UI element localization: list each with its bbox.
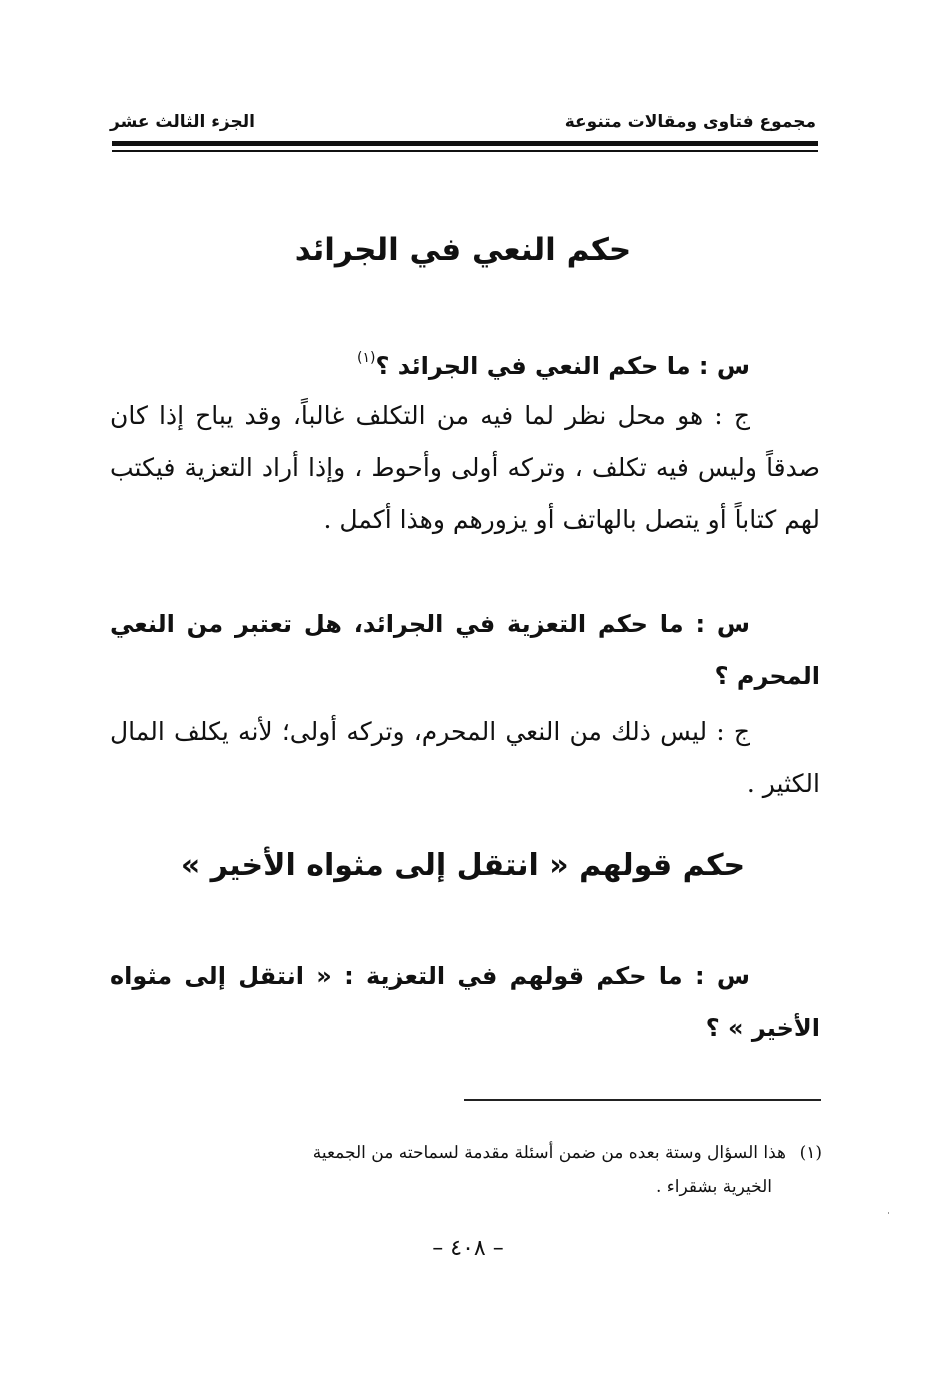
footnote: [110, 1136, 822, 1204]
answer-2-text: ج : ليس ذلك من النعي المحرم، وتركه أولى؛ لأنه يكلف المال الكثير .: [110, 717, 820, 798]
section-title-moved-to-final-abode: حكم قولهم « انتقل إلى مثواه الأخير »: [180, 848, 746, 883]
answer-2: [110, 706, 820, 810]
question-3-text: س : ما حكم قولهم في التعزية : « انتقل إلى مثواه الأخير » ؟: [110, 962, 820, 1042]
header-rule-thin: [112, 150, 818, 152]
header-volume: الجزء الثالث عشر: [110, 112, 255, 132]
question-2-text: س : ما حكم التعزية في الجرائد، هل تعتبر من النعي المحرم ؟: [110, 610, 820, 690]
question-1: [110, 332, 820, 392]
question-1-text: س : ما حكم النعي في الجرائد ؟: [375, 352, 750, 380]
header-book-title: مجموع فتاوى ومقالات متنوعة: [564, 112, 816, 132]
section-title-obituary-newspapers: حكم النعي في الجرائد: [294, 232, 632, 268]
question-2: [110, 598, 820, 702]
footnote-text-line-1: هذا السؤال وستة بعده من ضمن أسئلة مقدمة لسماحته من الجمعية: [312, 1143, 786, 1163]
question-3: [110, 950, 820, 1054]
answer-1-text: ج : هو محل نظر لما فيه من التكلف غالباً، وقد يباح إذا كان صدقاً وليس فيه تكلف ، وتركه أولى وأحوط ، وإذا أراد التعزية فيكتب لهم كتاباً أو يتصل بالهاتف أو يزورهم وهذا أكمل .: [110, 401, 820, 534]
footnote-marker: (١): [799, 1143, 822, 1163]
footnote-rule: [464, 1099, 821, 1101]
scan-speck: [888, 1212, 889, 1214]
footnote-ref-1: (١): [357, 350, 376, 366]
header-rule-thick: [112, 141, 818, 146]
answer-1: [110, 390, 820, 546]
footnote-text-line-2: الخيرية بشقراء .: [655, 1177, 772, 1197]
page-number: – ٤٠٨ –: [432, 1236, 504, 1261]
